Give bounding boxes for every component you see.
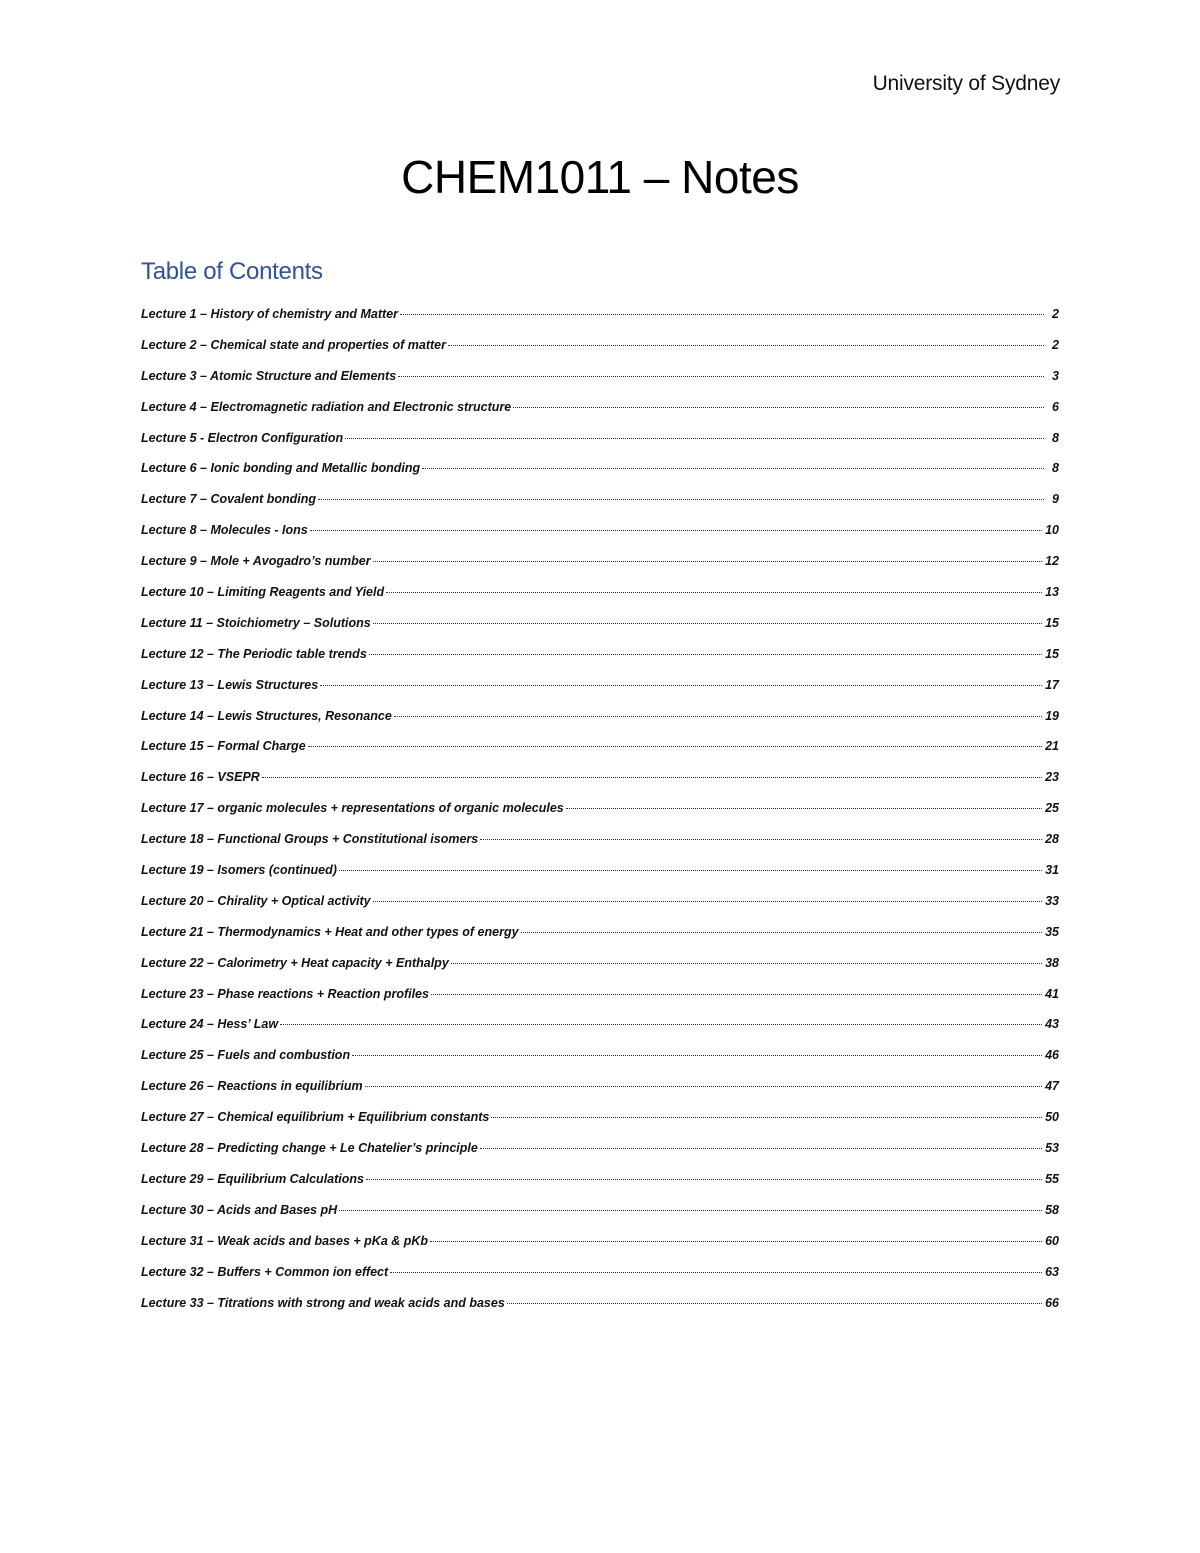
toc-leader-dots — [369, 654, 1042, 655]
toc-entry-label: Lecture 18 – Functional Groups + Constitutional isomers — [141, 832, 479, 847]
toc-entry-page-number: 28 — [1045, 832, 1059, 847]
toc-entry-label: Lecture 1 – History of chemistry and Matter — [141, 307, 399, 321]
toc-leader-dots — [339, 1210, 1042, 1211]
toc-entry-page-number: 47 — [1045, 1079, 1059, 1094]
document-title: CHEM1011 – Notes — [401, 151, 799, 203]
toc-entry-page-number: 31 — [1045, 863, 1059, 878]
toc-entry-page-number: 43 — [1045, 1017, 1059, 1032]
toc-entry[interactable] — [141, 678, 1059, 709]
toc-entry[interactable] — [141, 647, 1059, 678]
toc-leader-dots — [400, 314, 1044, 315]
toc-entry[interactable] — [141, 369, 1059, 400]
toc-entry[interactable] — [141, 1048, 1059, 1079]
toc-entry-page-number: 12 — [1045, 554, 1059, 569]
toc-leader-dots — [373, 561, 1043, 562]
toc-leader-dots — [431, 994, 1042, 995]
toc-entry[interactable] — [141, 431, 1059, 462]
toc-entry-page-number: 23 — [1045, 770, 1059, 785]
toc-entry[interactable] — [141, 863, 1059, 894]
toc-entry[interactable] — [141, 1172, 1059, 1203]
toc-leader-dots — [566, 808, 1042, 809]
toc-entry[interactable] — [141, 739, 1059, 770]
toc-entry-label: Lecture 13 – Lewis Structures — [141, 677, 319, 692]
toc-leader-dots — [339, 870, 1042, 871]
toc-entry-page-number: 25 — [1045, 801, 1059, 816]
toc-entry-page-number: 15 — [1045, 646, 1059, 661]
toc-entry[interactable] — [141, 554, 1059, 585]
toc-entry-label: Lecture 17 – organic molecules + representations of organic molecules — [141, 801, 564, 816]
toc-leader-dots — [513, 407, 1044, 408]
toc-entry-label: Lecture 19 – Isomers (continued) — [141, 863, 337, 878]
toc-entry-page-number: 55 — [1045, 1171, 1059, 1186]
toc-entry[interactable] — [141, 1265, 1059, 1296]
toc-entry[interactable] — [141, 492, 1059, 523]
toc-entry[interactable] — [141, 1234, 1059, 1265]
toc-leader-dots — [448, 345, 1044, 346]
toc-entry-label: Lecture 7 – Covalent bonding — [141, 492, 317, 507]
toc-entry-label: Lecture 4 – Electromagnetic radiation and Electronic structure — [141, 399, 512, 414]
toc-entry-label: Lecture 32 – Buffers + Common ion effect — [141, 1264, 389, 1279]
toc-entry[interactable] — [141, 1203, 1059, 1234]
toc-entry-label: Lecture 8 – Molecules - Ions — [141, 523, 308, 538]
toc-entry-page-number: 38 — [1045, 955, 1059, 970]
toc-entry-page-number: 66 — [1045, 1295, 1059, 1310]
toc-entry-label: Lecture 3 – Atomic Structure and Elements — [141, 368, 397, 383]
toc-entry-label: Lecture 14 – Lewis Structures, Resonance — [141, 708, 392, 723]
toc-entry-page-number: 33 — [1045, 893, 1059, 908]
toc-entry-label: Lecture 22 – Calorimetry + Heat capacity + Enthalpy — [141, 955, 449, 970]
toc-entry-label: Lecture 28 – Predicting change + Le Chatelier’s principle — [141, 1141, 478, 1156]
toc-entry[interactable] — [141, 338, 1059, 369]
toc-entry-page-number: 35 — [1045, 924, 1059, 939]
toc-entry-label: Lecture 24 – Hess’ Law — [141, 1017, 279, 1032]
toc-entry-page-number: 3 — [1052, 368, 1059, 383]
toc-leader-dots — [451, 963, 1042, 964]
toc-entry-page-number: 58 — [1045, 1202, 1059, 1217]
toc-entry-page-number: 15 — [1045, 615, 1059, 630]
toc-entry[interactable] — [141, 1296, 1059, 1327]
toc-entry[interactable] — [141, 770, 1059, 801]
toc-entry-label: Lecture 25 – Fuels and combustion — [141, 1048, 351, 1063]
toc-entry-label: Lecture 27 – Chemical equilibrium + Equilibrium constants — [141, 1110, 490, 1125]
toc-leader-dots — [373, 901, 1042, 902]
toc-entry[interactable] — [141, 894, 1059, 925]
toc-entry[interactable] — [141, 709, 1059, 740]
toc-entry-page-number: 63 — [1045, 1264, 1059, 1279]
toc-entry-page-number: 50 — [1045, 1110, 1059, 1125]
toc-entry-page-number: 19 — [1045, 708, 1059, 723]
toc-leader-dots — [262, 777, 1042, 778]
toc-leader-dots — [430, 1241, 1042, 1242]
toc-entry[interactable] — [141, 1110, 1059, 1141]
toc-leader-dots — [318, 499, 1044, 500]
toc-entry-label: Lecture 2 – Chemical state and properties of matter — [141, 337, 446, 352]
toc-entry[interactable] — [141, 1017, 1059, 1048]
toc-entry-label: Lecture 21 – Thermodynamics + Heat and other types of energy — [141, 924, 519, 939]
toc-leader-dots — [480, 839, 1042, 840]
toc-entry[interactable] — [141, 987, 1059, 1018]
toc-entry-label: Lecture 29 – Equilibrium Calculations — [141, 1171, 364, 1186]
toc-leader-dots — [366, 1179, 1042, 1180]
toc-entry-label: Lecture 15 – Formal Charge — [141, 739, 306, 754]
toc-entry-label: Lecture 31 – Weak acids and bases + pKa & pKb — [141, 1233, 429, 1248]
toc-leader-dots — [280, 1024, 1042, 1025]
toc-entry-label: Lecture 6 – Ionic bonding and Metallic bonding — [141, 461, 421, 476]
toc-entry-label: Lecture 33 – Titrations with strong and weak acids and bases — [141, 1295, 505, 1310]
toc-entry[interactable] — [141, 925, 1059, 956]
toc-entry-page-number: 13 — [1045, 585, 1059, 600]
toc-entry[interactable] — [141, 585, 1059, 616]
institution-header: University of Sydney — [872, 72, 1060, 95]
toc-entry-label: Lecture 23 – Phase reactions + Reaction profiles — [141, 986, 429, 1001]
toc-entry-label: Lecture 26 – Reactions in equilibrium — [141, 1079, 363, 1094]
toc-entry-page-number: 17 — [1045, 677, 1059, 692]
toc-leader-dots — [507, 1303, 1042, 1304]
toc-entry[interactable] — [141, 616, 1059, 647]
table-of-contents — [141, 307, 1059, 1326]
toc-entry-label: Lecture 11 – Stoichiometry – Solutions — [141, 615, 371, 630]
toc-entry-label: Lecture 5 - Electron Configuration — [141, 430, 344, 445]
toc-entry-label: Lecture 16 – VSEPR — [141, 770, 260, 785]
toc-entry[interactable] — [141, 523, 1059, 554]
toc-entry-page-number: 10 — [1045, 523, 1059, 538]
toc-entry-page-number: 21 — [1045, 739, 1059, 754]
toc-leader-dots — [394, 716, 1042, 717]
toc-leader-dots — [310, 530, 1042, 531]
toc-entry-label: Lecture 10 – Limiting Reagents and Yield — [141, 585, 385, 600]
toc-leader-dots — [521, 932, 1043, 933]
toc-entry-page-number: 8 — [1052, 461, 1059, 476]
toc-entry-page-number: 6 — [1052, 399, 1059, 414]
toc-entry[interactable] — [141, 832, 1059, 863]
toc-entry[interactable] — [141, 801, 1059, 832]
toc-entry-page-number: 46 — [1045, 1048, 1059, 1063]
toc-leader-dots — [308, 746, 1042, 747]
toc-leader-dots — [352, 1055, 1042, 1056]
toc-entry-page-number: 2 — [1052, 307, 1059, 321]
toc-entry-page-number: 2 — [1052, 337, 1059, 352]
toc-leader-dots — [345, 438, 1044, 439]
toc-entry[interactable] — [141, 1141, 1059, 1172]
toc-leader-dots — [373, 623, 1042, 624]
toc-leader-dots — [491, 1117, 1042, 1118]
toc-heading: Table of Contents — [141, 258, 323, 285]
toc-entry-page-number: 53 — [1045, 1141, 1059, 1156]
toc-entry-page-number: 8 — [1052, 430, 1059, 445]
toc-entry[interactable] — [141, 307, 1059, 338]
toc-leader-dots — [390, 1272, 1042, 1273]
toc-entry[interactable] — [141, 956, 1059, 987]
toc-leader-dots — [398, 376, 1044, 377]
toc-leader-dots — [422, 468, 1044, 469]
toc-leader-dots — [480, 1148, 1042, 1149]
toc-entry[interactable] — [141, 400, 1059, 431]
toc-entry-label: Lecture 30 – Acids and Bases pH — [141, 1202, 338, 1217]
toc-leader-dots — [320, 685, 1042, 686]
toc-entry-page-number: 9 — [1052, 492, 1059, 507]
toc-entry-page-number: 60 — [1045, 1233, 1059, 1248]
toc-entry-label: Lecture 9 – Mole + Avogadro’s number — [141, 554, 371, 569]
toc-leader-dots — [365, 1086, 1043, 1087]
toc-entry-label: Lecture 20 – Chirality + Optical activity — [141, 893, 371, 908]
toc-entry-page-number: 41 — [1045, 986, 1059, 1001]
toc-entry[interactable] — [141, 461, 1059, 492]
toc-leader-dots — [386, 592, 1042, 593]
toc-entry-label: Lecture 12 – The Periodic table trends — [141, 646, 367, 661]
toc-entry[interactable] — [141, 1079, 1059, 1110]
